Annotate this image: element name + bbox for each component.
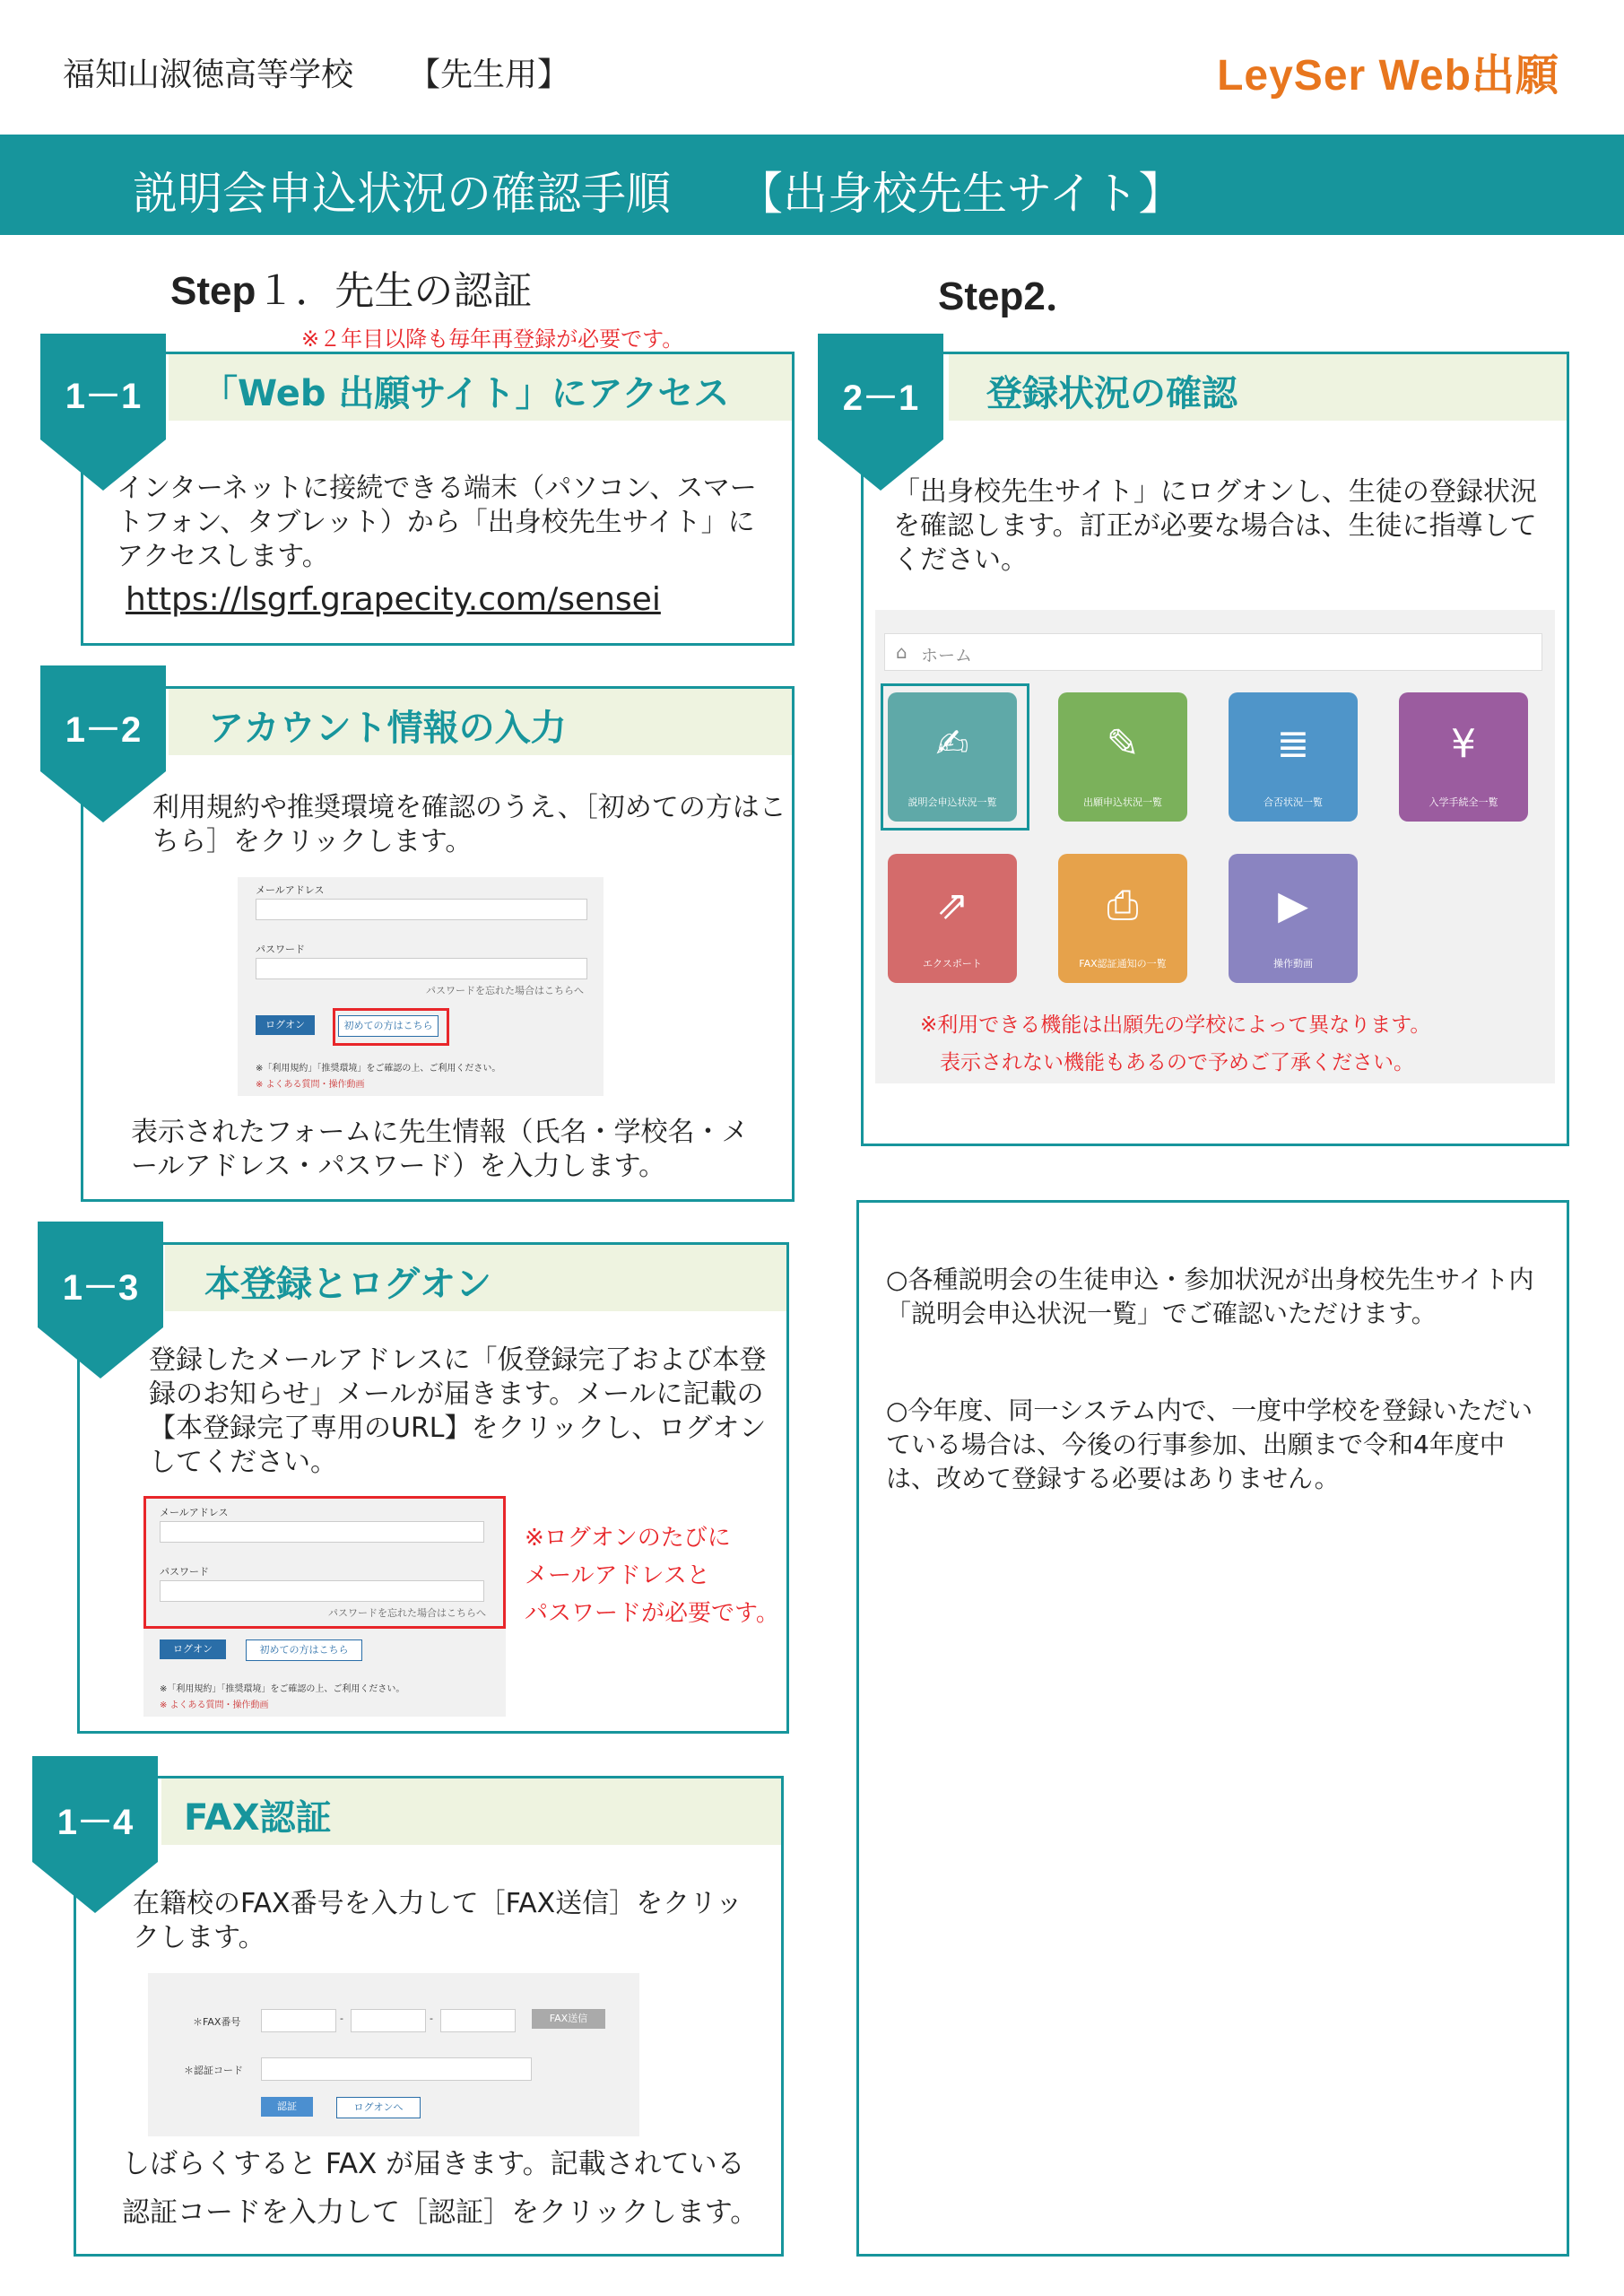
step2-title-rest: 2． bbox=[1023, 274, 1085, 318]
section-1-3-heading: 本登録とログオン bbox=[204, 1264, 491, 1305]
home-bar bbox=[884, 633, 1542, 671]
tag-1-2 bbox=[40, 665, 166, 822]
export-icon: ⇗ bbox=[935, 883, 969, 928]
tag-1-2-label: 1－2 bbox=[65, 710, 142, 750]
tag-1-1-label: 1－1 bbox=[65, 377, 142, 416]
document-icon: ≣ bbox=[1276, 721, 1310, 767]
code-input[interactable] bbox=[261, 2057, 532, 2081]
fax-dash-1: - bbox=[340, 2013, 343, 2024]
home-tile[interactable] bbox=[888, 692, 1017, 822]
school-name: 福知山淑徳高等学校 bbox=[63, 57, 354, 93]
faq-link[interactable]: ※ よくある質問・操作動画 bbox=[256, 1080, 365, 1090]
section-1-4-heading: FAX認証 bbox=[184, 1797, 332, 1839]
fax-dash-2: - bbox=[430, 2013, 433, 2024]
home-tile[interactable] bbox=[888, 854, 1017, 983]
tag-2-1 bbox=[818, 334, 943, 491]
home-tile[interactable] bbox=[1229, 692, 1358, 822]
fax-input-1[interactable] bbox=[261, 2009, 336, 2032]
step2-title-prefix: Step bbox=[938, 274, 1024, 318]
terms-note: ※「利用規約」「推奨環境」をご確認の上、ご利用ください。 bbox=[256, 1064, 501, 1074]
step1-title bbox=[170, 258, 532, 316]
terms-note: ※「利用規約」「推奨環境」をご確認の上、ご利用ください。 bbox=[160, 1684, 405, 1694]
home-screen-preview bbox=[875, 610, 1555, 1083]
password-label: パスワード bbox=[256, 944, 305, 955]
home-tile[interactable] bbox=[1058, 854, 1187, 983]
home-tile[interactable] bbox=[1229, 854, 1358, 983]
section-1-1-heading: 「Web 出願サイト」にアクセス bbox=[202, 373, 730, 414]
password-label: パスワード bbox=[160, 1566, 209, 1578]
tag-1-1 bbox=[40, 334, 166, 491]
first-time-button[interactable]: 初めての方はこちら bbox=[246, 1639, 362, 1661]
section-2-1-text: 「出身校先生サイト」にログオンし、生徒の登録状況を確認します。訂正が必要な場合は、生徒に指導してください。 bbox=[893, 476, 1537, 576]
yen-icon: ¥ bbox=[1451, 721, 1476, 767]
home-tile-label: FAX認証通知の一覧 bbox=[1079, 958, 1167, 970]
home-tile[interactable] bbox=[1058, 692, 1187, 822]
first-time-button[interactable]: 初めての方はこちら bbox=[338, 1015, 439, 1037]
logon-note bbox=[525, 1519, 779, 1632]
forgot-password-link[interactable]: パスワードを忘れた場合はこちらへ bbox=[328, 1607, 486, 1619]
login-form-preview-2 bbox=[143, 1496, 506, 1717]
hand-pen-icon: ✍ bbox=[935, 721, 969, 767]
document-pen-icon: ✎ bbox=[1106, 721, 1140, 767]
tag-1-3 bbox=[38, 1222, 163, 1378]
section-1-2-heading: アカウント情報の入力 bbox=[208, 708, 567, 749]
role-label: 【先生用】 bbox=[408, 57, 570, 93]
email-label: メールアドレス bbox=[160, 1507, 229, 1518]
fax-send-button[interactable]: FAX送信 bbox=[532, 2009, 605, 2029]
tag-1-3-label: 1－3 bbox=[62, 1268, 139, 1308]
home-tile-label: 操作動画 bbox=[1273, 958, 1313, 970]
home-label[interactable]: ホーム bbox=[921, 646, 973, 665]
fax-number-label: ＊FAX番号 bbox=[193, 2016, 241, 2028]
info-paragraph-2: ○今年度、同一システム内で、一度中学校を登録いただいている場合は、今後の行事参加、出願まで令和4年度中は、改めて登録する必要はありません。 bbox=[886, 1396, 1533, 1493]
sensei-url-link[interactable]: https://lsgrf.grapecity.com/sensei bbox=[126, 581, 661, 618]
section-1-2-text1: 利用規約や推奨環境を確認のうえ、［初めての方はこちら］をクリックします。 bbox=[152, 792, 786, 857]
highlight-box bbox=[333, 1008, 449, 1046]
home-icon[interactable]: ⌂ bbox=[896, 641, 908, 663]
section-1-4-text3: 認証コードを入力して［認証］をクリックします。 bbox=[122, 2196, 759, 2229]
info-paragraph-1: ○各種説明会の生徒申込・参加状況が出身校先生サイト内「説明会申込状況一覧」でご確認いただけます。 bbox=[886, 1265, 1534, 1328]
fax-form-preview bbox=[148, 1973, 639, 2136]
fax-input-2[interactable] bbox=[351, 2009, 426, 2032]
leyser-logo: LeySer Web出願 bbox=[1217, 52, 1559, 100]
fax-input-3[interactable] bbox=[440, 2009, 516, 2032]
step1-title-prefix: Step bbox=[170, 269, 256, 313]
logon-note-line1: ※ログオンのたびに bbox=[525, 1525, 731, 1552]
printer-icon: ⎙ bbox=[1107, 883, 1139, 928]
video-icon: ▶ bbox=[1278, 883, 1308, 928]
to-login-button[interactable]: ログオンへ bbox=[336, 2097, 421, 2118]
home-tile-label: 出願申込状況一覧 bbox=[1083, 796, 1162, 808]
faq-link[interactable]: ※ よくある質問・操作動画 bbox=[160, 1700, 269, 1710]
tag-1-4-label: 1－4 bbox=[56, 1803, 134, 1842]
home-tile-label: 入学手続全一覧 bbox=[1429, 796, 1498, 808]
email-field[interactable] bbox=[256, 899, 587, 920]
section-1-3-text: 登録したメールアドレスに「仮登録完了および本登録のお知らせ」メールが届きます。メールに記載の【本登録完了専用のURL】をクリックし、ログオンしてください。 bbox=[149, 1344, 767, 1478]
login-button[interactable]: ログオン bbox=[256, 1015, 315, 1035]
section-1-1-text: インターネットに接続できる端末（パソコン、スマートフォン、タブレット）から「出身校先生サイト」にアクセスします。 bbox=[117, 473, 757, 572]
step1-note: ※２年目以降も毎年再登録が必要です。 bbox=[301, 326, 684, 352]
home-tile[interactable] bbox=[1399, 692, 1528, 822]
feature-note-2: 表示されない機能もあるので予めご了承ください。 bbox=[940, 1051, 1414, 1074]
password-field[interactable] bbox=[256, 958, 587, 979]
login-button[interactable]: ログオン bbox=[160, 1639, 226, 1659]
page-title: 説明会申込状況の確認手順 【出身校先生サイト】 bbox=[133, 168, 1184, 220]
section-1-4-text1: 在籍校のFAX番号を入力して［FAX送信］をクリックします。 bbox=[133, 1888, 743, 1953]
feature-note-1: ※利用できる機能は出願先の学校によって異なります。 bbox=[920, 1013, 1431, 1037]
verify-button[interactable]: 認証 bbox=[261, 2097, 313, 2117]
info-box bbox=[856, 1200, 1569, 2257]
email-label: メールアドレス bbox=[256, 884, 325, 896]
home-tile-label: 合否状況一覧 bbox=[1264, 796, 1323, 808]
code-label: ＊認証コード bbox=[184, 2065, 243, 2076]
tag-2-1-label: 2－1 bbox=[842, 378, 919, 418]
step1-title-rest: １．先生の認証 bbox=[256, 268, 533, 314]
section-1-4-text2: しばらくすると FAX が届きます。記載されている bbox=[122, 2148, 745, 2180]
section-2-1-heading: 登録状況の確認 bbox=[986, 373, 1238, 414]
home-tile-label: 説明会申込状況一覧 bbox=[908, 796, 997, 808]
password-field[interactable] bbox=[160, 1580, 484, 1602]
home-tile-label: エクスポート bbox=[923, 958, 982, 970]
login-form-preview-1 bbox=[238, 877, 604, 1096]
section-1-2-text2: 表示されたフォームに先生情報（氏名・学校名・メールアドレス・パスワード）を入力します。 bbox=[131, 1117, 749, 1182]
email-field[interactable] bbox=[160, 1521, 484, 1543]
logon-note-line3: パスワードが必要です。 bbox=[525, 1600, 779, 1627]
step2-title bbox=[938, 264, 1085, 321]
logon-note-line2: メールアドレスと bbox=[525, 1562, 710, 1589]
forgot-password-link[interactable]: パスワードを忘れた場合はこちらへ bbox=[426, 985, 584, 996]
